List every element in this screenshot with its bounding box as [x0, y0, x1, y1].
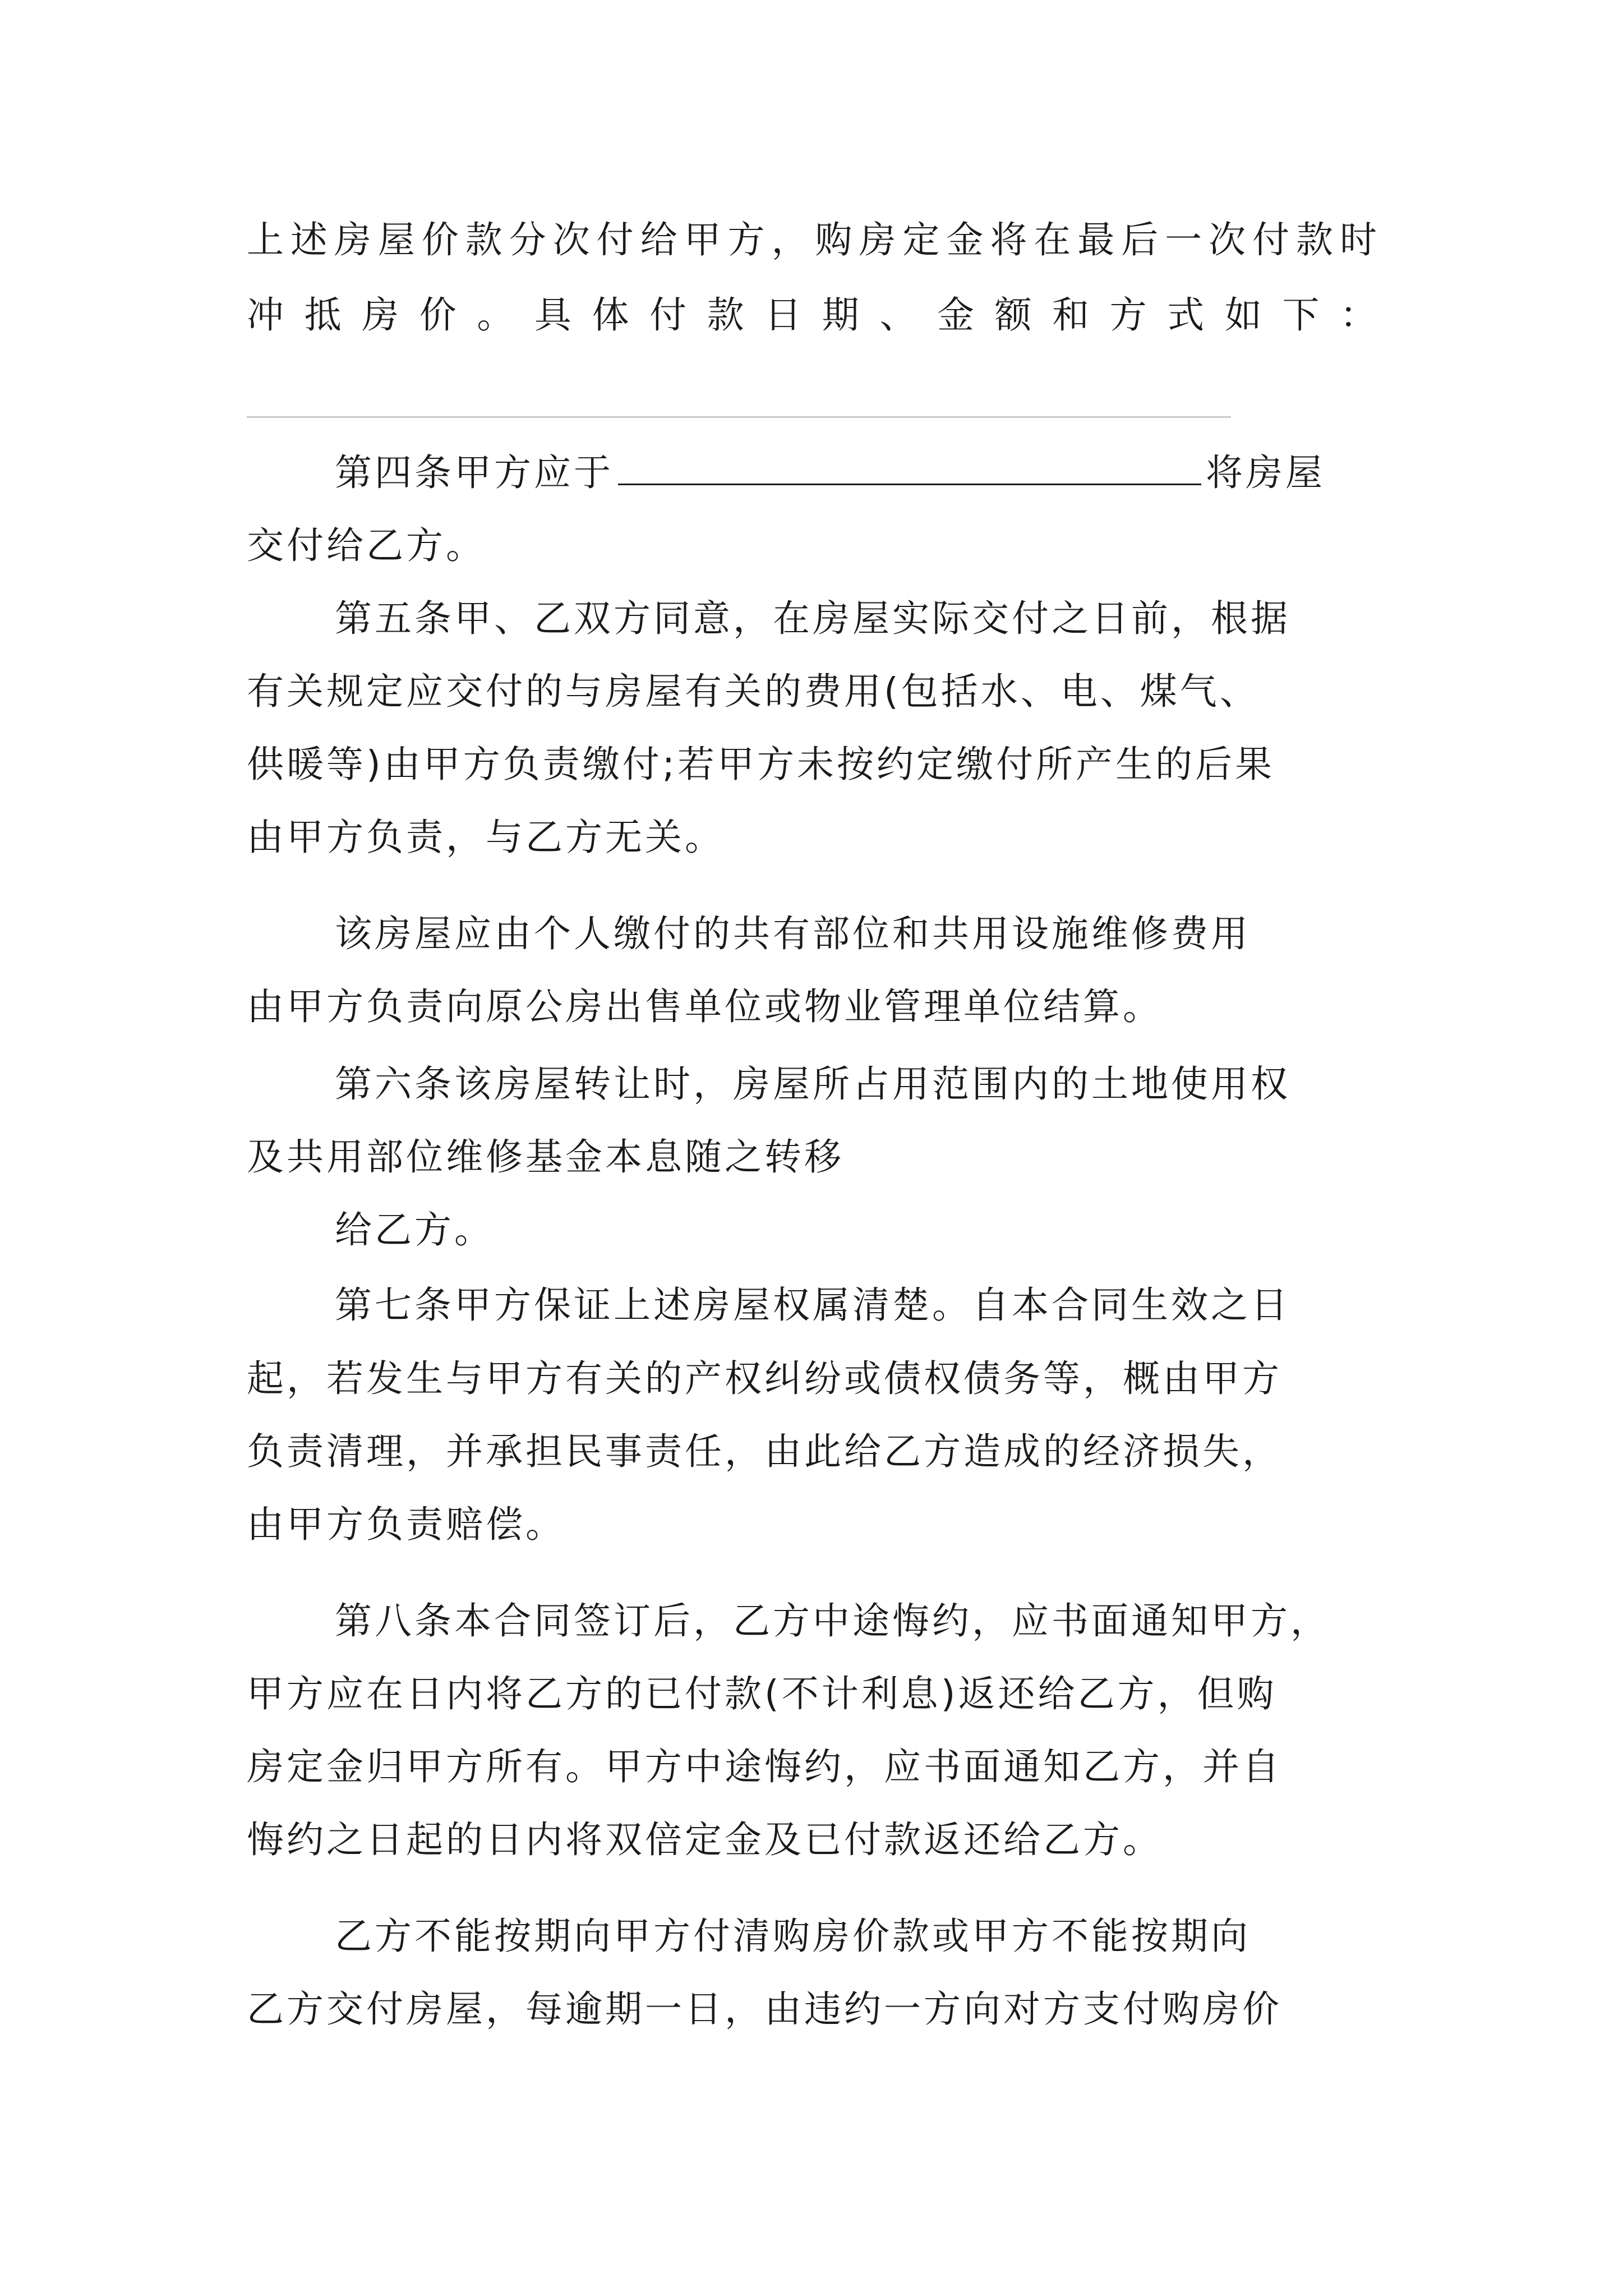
text-line: 有关规定应交付的与房屋有关的费用(包括水、电、煤气、 [247, 670, 1260, 713]
text-line: 负责清理，并承担民事责任，由此给乙方造成的经济损失， [247, 1430, 1282, 1473]
text-line: 由甲方负责赔偿。 [247, 1503, 565, 1546]
text-line: 第六条该房屋转让时，房屋所占用范围内的土地使用权 [335, 1062, 1290, 1106]
text-line: 第八条本合同签订后，乙方中途悔约，应书面通知甲方， [335, 1599, 1330, 1642]
divider-line [247, 416, 1231, 418]
text-line: 冲抵房价。具体付款日期、金额和方式如下： [247, 293, 1380, 337]
text-line: 及共用部位维修基金本息随之转移 [247, 1135, 844, 1179]
text-line: 房定金归甲方所有。甲方中途悔约，应书面通知乙方，并自 [247, 1745, 1282, 1788]
text-line: 第五条甲、乙双方同意，在房屋实际交付之日前，根据 [335, 597, 1290, 640]
article-4-tail: 将房屋 [1206, 451, 1325, 494]
text-line: 乙方不能按期向甲方付清购房价款或甲方不能按期向 [335, 1915, 1251, 1958]
text-line: 交付给乙方。 [247, 524, 486, 567]
text-line: 供暖等)由甲方负责缴付;若甲方未按约定缴付所产生的后果 [247, 743, 1275, 786]
text-line: 由甲方负责向原公房出售单位或物业管理单位结算。 [247, 985, 1163, 1028]
text-line: 由甲方负责，与乙方无关。 [247, 816, 725, 859]
text-line: 上述房屋价款分次付给甲方，购房定金将在最后一次付款时 [247, 218, 1380, 261]
text-line: 给乙方。 [335, 1208, 494, 1251]
text-line: 悔约之日起的日内将双倍定金及已付款返还给乙方。 [247, 1818, 1163, 1861]
fill-in-blank [618, 450, 1201, 485]
article-4-lead: 第四条甲方应于 [335, 451, 614, 494]
text-line: 第七条甲方保证上述房屋权属清楚。自本合同生效之日 [335, 1283, 1290, 1327]
text-line: 起，若发生与甲方有关的产权纠纷或债权债务等，概由甲方 [247, 1357, 1282, 1400]
text-line [335, 450, 1325, 495]
text-line: 乙方交付房屋，每逾期一日，由违约一方向对方支付购房价 [247, 1987, 1282, 2031]
text-line: 该房屋应由个人缴付的共有部位和共用设施维修费用 [335, 912, 1251, 955]
text-line: 甲方应在日内将乙方的已付款(不计利息)返还给乙方，但购 [247, 1672, 1277, 1715]
